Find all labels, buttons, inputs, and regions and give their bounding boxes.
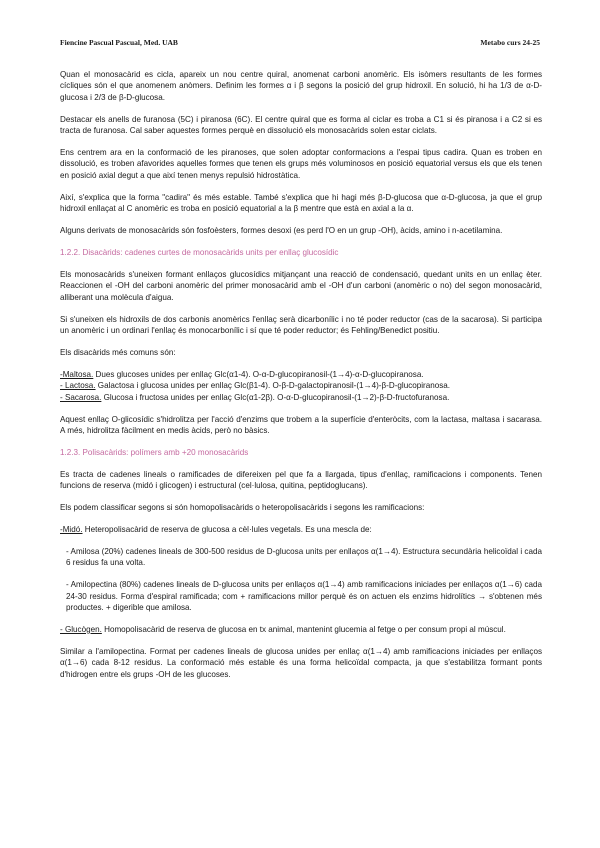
list-item-term: -Maltosa. — [60, 369, 94, 379]
disaccharide-list — [60, 369, 542, 403]
header-author: Fiencine Pascual Pascual, Med. UAB — [60, 38, 178, 47]
paragraph: Es tracta de cadenes lineals o ramificades de difereixen pel que fa a llargada, tipus d'enllaç, ramificacions i components. Tenen funcions de reserva (midó i glicogen) i estructural (cel·lulosa, quitina, peptidoglucans). — [60, 469, 542, 491]
page-header — [60, 38, 540, 50]
mido-text: Heteropolisacàrid de reserva de glucosa a cèl·lules vegetals. Es una mescla de: — [82, 524, 372, 534]
paragraph: Els podem classificar segons si són homopolisacàrids o heteropolisacàrids i segons les ramificacions: — [60, 503, 425, 513]
paragraph: Així, s'explica que la forma "cadira" és més estable. També s'explica que hi hagi més β-D-glucosa que α-D-glucosa, ja que el grup hidroxil enllaçat al C anomèric es troba en posició equatorial a la β mentre que està en axial a la α. — [60, 192, 542, 214]
list-item — [60, 392, 542, 403]
paragraph: Els disacàrids més comuns són: — [60, 347, 176, 357]
paragraph-glucogen — [60, 624, 542, 635]
paragraph-mido — [60, 524, 542, 535]
list-item — [60, 369, 542, 380]
section-heading: 1.2.3. Polisacàrids: polímers amb +20 monosacàrids — [60, 447, 249, 457]
list-item — [60, 380, 542, 391]
header-course: Metabo curs 24-25 — [480, 38, 540, 47]
paragraph-amilosa: - Amilosa (20%) cadenes lineals de 300-500 residus de D-glucosa units per enllaços α(1→4). Estructura secundària helicoïdal i cada 6 residus fa una volta. — [66, 546, 542, 568]
section-heading: 1.2.2. Disacàrids: cadenes curtes de monosacàrids units per enllaç glucosídic — [60, 247, 339, 257]
list-item-text: Glucosa i fructosa unides per enllaç Glc(α1-2β). O-α-D-glucopiranosil-(1→2)-β-D-fructofuranosa. — [101, 392, 450, 402]
paragraph: Similar a l'amilopectina. Format per cadenes lineals de glucosa unides per enllaç α(1→4) amb ramificacions iniciades per enllaços α(1→6) cada 8-12 residus. La conformació més estable és una forma helicoïdal compacta, ja que s'estabilitza formant ponts d'hidrogen entre els grups -OH de les glucoses. — [60, 646, 542, 679]
paragraph: Els monosacàrids s'uneixen formant enllaços glucosídics mitjançant una reacció de condensació, quedant units en un enllaç èter. Reaccionen el -OH del carboni anomèric del primer monosacàrid amb el -OH d'un carboni (anomèric o no) del segon monosacàrid, alliberant una molècula d'aigua. — [60, 269, 542, 302]
paragraph: Alguns derivats de monosacàrids són fosfoèsters, formes desoxi (es perd l'O en un grup -OH), àcids, amino i n-acetilamina. — [60, 226, 503, 236]
mido-term: -Midó. — [60, 524, 83, 534]
paragraph-amilopectina: - Amilopectina (80%) cadenes lineals de D-glucosa units per enllaços α(1→4) amb ramificacions iniciades per enllaços α(1→6) cada 24-30 residus. Forma d'espiral ramificada; com + ramificacions millor perquè és on actuen els enzims hidrolítics → s'obtenen més productes. + digerible que amilosa. — [66, 580, 542, 612]
glucogen-term: - Glucògen. — [60, 624, 102, 634]
paragraph: Si s'uneixen els hidroxils de dos carbonis anomèrics l'enllaç serà dicarbonílic i no té poder reductor (cas de la sacarosa). Si participa un anomèric i un ordinari l'enllaç és monocarbonílic i sí que té poder reductor; és Fehling/Benedict positiu. — [60, 314, 542, 335]
list-item-text: Dues glucoses unides per enllaç Glc(α1-4). O-α-D-glucopiranosil-(1→4)-α-D-glucopiranosa. — [93, 369, 424, 379]
list-item-term: - Lactosa. — [60, 381, 96, 391]
paragraph: Destacar els anells de furanosa (5C) i piranosa (6C). El centre quiral que es forma al ciclar es troba a C1 si és piranosa i a C2 si es tracta de furanosa. Cal saber aquestes formes perquè en dissolució els monosacàrids solen estar ciclats. — [60, 114, 542, 136]
glucogen-text: Homopolisacàrid de reserva de glucosa en tx animal, mantenint glucemia al fetge o per consum propi al múscul. — [101, 624, 506, 634]
document-body — [60, 69, 542, 691]
paragraph: Quan el monosacàrid es cicla, apareix un nou centre quiral, anomenat carboni anomèric. Els isòmers resultants de les formes cícliques són el que anomenem anòmers. Definim les formes α i β segons la posició del grup hidroxil. En solució, hi ha 1/3 de α-D-glucosa i 2/3 de β-D-glucosa. — [60, 70, 542, 102]
paragraph: Aquest enllaç O-glicosídic s'hidrolitza per l'acció d'enzims que trobem a la superfície d'enteròcits, com la lactasa, maltasa i sacarasa. A més, hidrolitza fàcilment en medis àcids, però no bàsics. — [60, 414, 542, 435]
list-item-term: - Sacarosa. — [60, 392, 102, 402]
list-item-text: Galactosa i glucosa unides per enllaç Glc(β1-4). O-β-D-galactopiranosil-(1→4)-β-D-glucopiranosa. — [95, 381, 451, 391]
paragraph: Ens centrem ara en la conformació de les piranoses, que solen adoptar conformacions a l'espai tipus cadira. Quan es troben en dissolució, es troben afavorides aquelles formes que tenen els grups més voluminosos en posició equatorial versus els que els tenen en posició axial degut a que així tenen menys repulsió hidrostàtica. — [60, 148, 542, 180]
